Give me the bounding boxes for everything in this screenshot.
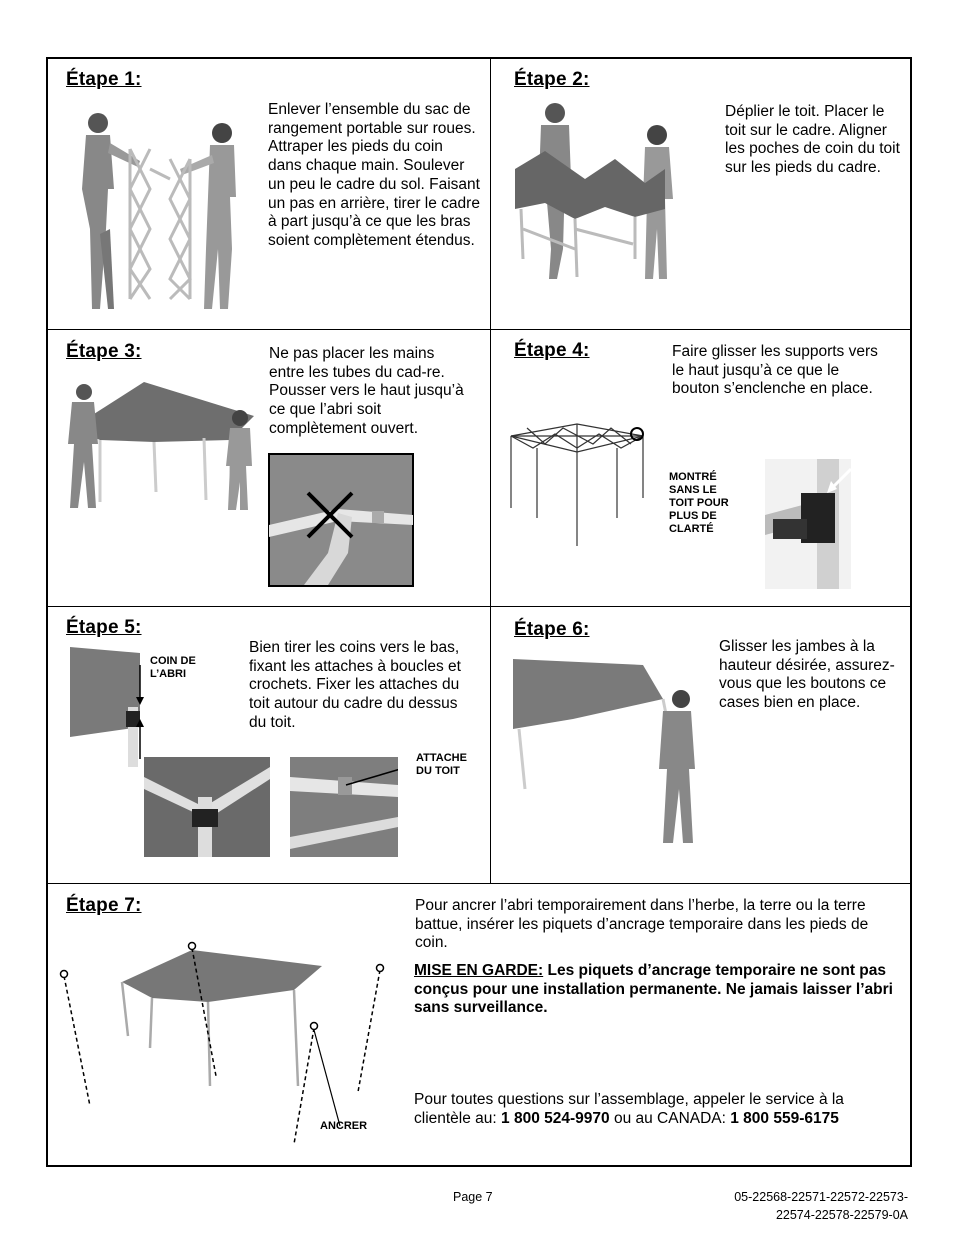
hands-warning-image <box>268 453 414 587</box>
step-7-title: Étape 7: <box>66 895 142 916</box>
step-6-text: Glisser les jambes à la hauteur désirée, assurez-vous que les boutons ce cases bien en place. <box>719 638 895 712</box>
corner-label: COIN DE L’ABRI <box>150 655 196 680</box>
phone-us: 1 800 524-9970 <box>501 1109 610 1127</box>
page-number: Page 7 <box>453 1190 493 1204</box>
service-intro: Pour toutes questions sur l’assemblage, appeler le service à la clientèle au: <box>414 1091 844 1127</box>
service-text <box>414 1091 900 1128</box>
instructions-frame <box>46 57 912 1167</box>
roof-attach-image <box>290 757 398 857</box>
step-6-title: Étape 6: <box>514 619 590 640</box>
shelter-corner-image <box>70 647 148 767</box>
hook-loop-image <box>144 757 270 857</box>
step-6-illustration <box>513 659 703 849</box>
step-1-title: Étape 1: <box>66 69 142 90</box>
warning-text <box>414 962 904 1018</box>
step-2-title: Étape 2: <box>514 69 590 90</box>
step-3-text: Ne pas placer les mains entre les tubes du cad-re. Pousser vers le haut jusqu’à ce que l’abri soit complètement ouvert. <box>269 345 464 437</box>
step-2-illustration <box>515 99 705 289</box>
step-4-title: Étape 4: <box>514 340 590 361</box>
step-7-text: Pour ancrer l’abri temporairement dans l’herbe, la terre ou la terre battue, insérer les piquets d’ancrage temporaire dans les pieds de coin. <box>415 897 869 952</box>
step-1 <box>48 59 490 329</box>
step-5-text: Bien tirer les coins vers le bas, fixant les attaches à boucles et crochets. Fixer les attaches du toit autour du cadre du dessus du toit. <box>249 639 461 731</box>
warning-label: MISE EN GARDE: <box>414 962 544 979</box>
step-2-text: Déplier le toit. Placer le toit sur le cadre. Aligner les poches de coin du toit sur les pieds du cadre. <box>725 103 900 177</box>
button-closeup <box>765 459 851 589</box>
step-4 <box>491 330 910 606</box>
service-mid: ou au CANADA: <box>609 1109 731 1127</box>
step-5 <box>48 607 490 883</box>
warning-body: Les piquets d’ancrage temporaire ne sont pas conçus pour une installation permanente. Ne jamais laisser l’abri sans surveillance. <box>414 962 893 1017</box>
phone-canada: 1 800 559-6175 <box>730 1109 839 1127</box>
step-7 <box>48 884 910 1167</box>
step-3-title: Étape 3: <box>66 341 142 362</box>
step-5-title: Étape 5: <box>66 617 142 638</box>
step-3-illustration <box>64 382 260 512</box>
model-line-2: 22574-22578-22579-0A <box>775 1208 908 1222</box>
step-6 <box>491 607 910 883</box>
anchored-shelter-illustration <box>58 936 398 1146</box>
step-2 <box>491 59 910 329</box>
model-line-1: 05-22568-22571-22572-22573- <box>734 1190 908 1204</box>
step-4-note: MONTRÉ SANS LE TOIT POUR PLUS DE CLARTÉ <box>669 471 729 535</box>
model-number <box>700 1188 908 1224</box>
step-4-text: Faire glisser les supports vers le haut jusqu’à ce que le bouton s’enclenche en place. <box>672 343 878 398</box>
step-1-illustration <box>70 109 250 319</box>
frame-diagram <box>507 418 647 548</box>
step-3 <box>48 330 490 606</box>
anchor-label: ANCRER <box>320 1120 368 1132</box>
roof-attach-label: ATTACHE DU TOIT <box>416 752 467 777</box>
step-1-text: Enlever l’ensemble du sac de rangement portable sur roues. Attraper les pieds du coin dans chaque main. Soulever un peu le cadre du sol. Faisant un pas en arrière, tirer le cadre à part jusqu’à ce que les bras soient complètement étendus. <box>268 101 480 249</box>
